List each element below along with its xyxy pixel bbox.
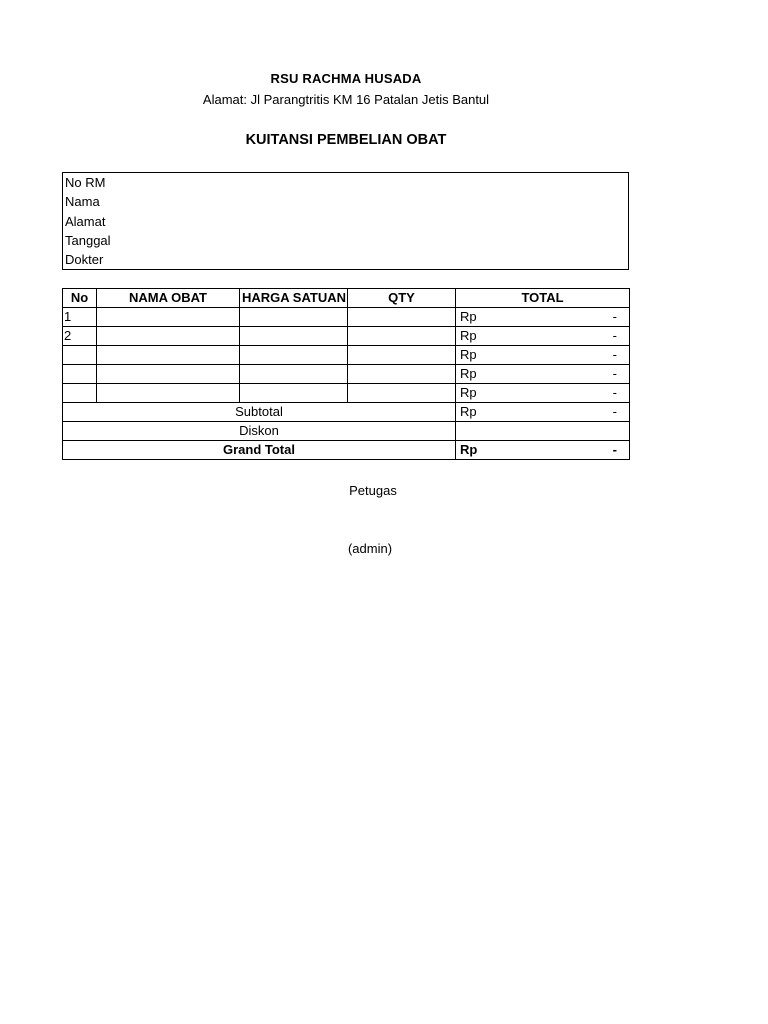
total-value: - — [612, 309, 617, 324]
field-dokter: Dokter — [65, 252, 104, 267]
total-value: - — [612, 347, 617, 362]
total-value: - — [612, 385, 617, 400]
row-no — [63, 384, 97, 403]
row-total — [456, 346, 630, 365]
table-header-row — [63, 289, 630, 308]
currency-label: Rp — [460, 404, 477, 419]
table-row — [63, 308, 630, 327]
table-row — [63, 346, 630, 365]
row-no — [63, 346, 97, 365]
medicine-items-table — [62, 288, 630, 460]
hospital-address: Alamat: Jl Parangtritis KM 16 Patalan Jetis Bantul — [202, 92, 490, 107]
row-harga-satuan — [240, 327, 348, 346]
row-qty — [348, 346, 456, 365]
field-alamat: Alamat — [65, 214, 106, 229]
document-title: KUITANSI PEMBELIAN OBAT — [245, 132, 447, 148]
subtotal-value: - — [612, 404, 617, 419]
currency-label: Rp — [460, 328, 477, 343]
subtotal-amount — [456, 403, 630, 422]
subtotal-label: Subtotal — [63, 403, 456, 422]
row-qty — [348, 308, 456, 327]
grand-total-row — [63, 441, 630, 460]
row-qty — [348, 327, 456, 346]
diskon-row — [63, 422, 630, 441]
row-total — [456, 365, 630, 384]
hospital-name: RSU RACHMA HUSADA — [270, 71, 422, 86]
row-total — [456, 327, 630, 346]
diskon-amount — [456, 422, 630, 441]
header-nama-obat: NAMA OBAT — [97, 289, 240, 308]
row-no — [63, 365, 97, 384]
row-nama-obat — [97, 308, 240, 327]
grand-total-label: Grand Total — [63, 441, 456, 460]
field-tanggal: Tanggal — [65, 233, 111, 248]
row-no: 2 — [63, 327, 97, 346]
row-qty — [348, 384, 456, 403]
subtotal-row — [63, 403, 630, 422]
field-nama: Nama — [65, 194, 100, 209]
row-nama-obat — [97, 346, 240, 365]
row-total — [456, 384, 630, 403]
header-qty: QTY — [348, 289, 456, 308]
row-no: 1 — [63, 308, 97, 327]
field-no-rm: No RM — [65, 175, 106, 190]
currency-label: Rp — [460, 347, 477, 362]
diskon-label: Diskon — [63, 422, 456, 441]
row-nama-obat — [97, 327, 240, 346]
header-no: No — [63, 289, 97, 308]
currency-label: Rp — [460, 309, 477, 324]
grand-total-amount — [456, 441, 630, 460]
grand-total-value: - — [612, 442, 617, 457]
signature-name: (admin) — [347, 541, 393, 556]
header-harga-satuan: HARGA SATUAN — [240, 289, 348, 308]
table-row — [63, 327, 630, 346]
row-harga-satuan — [240, 384, 348, 403]
total-value: - — [612, 366, 617, 381]
table-row — [63, 384, 630, 403]
currency-label: Rp — [460, 385, 477, 400]
currency-label: Rp — [460, 366, 477, 381]
patient-info-box — [62, 172, 629, 270]
row-harga-satuan — [240, 346, 348, 365]
row-nama-obat — [97, 384, 240, 403]
table-row — [63, 365, 630, 384]
row-nama-obat — [97, 365, 240, 384]
total-value: - — [612, 328, 617, 343]
header-total: TOTAL — [456, 289, 630, 308]
row-qty — [348, 365, 456, 384]
row-total — [456, 308, 630, 327]
currency-label: Rp — [460, 442, 478, 457]
row-harga-satuan — [240, 308, 348, 327]
row-harga-satuan — [240, 365, 348, 384]
signature-role: Petugas — [349, 483, 397, 498]
